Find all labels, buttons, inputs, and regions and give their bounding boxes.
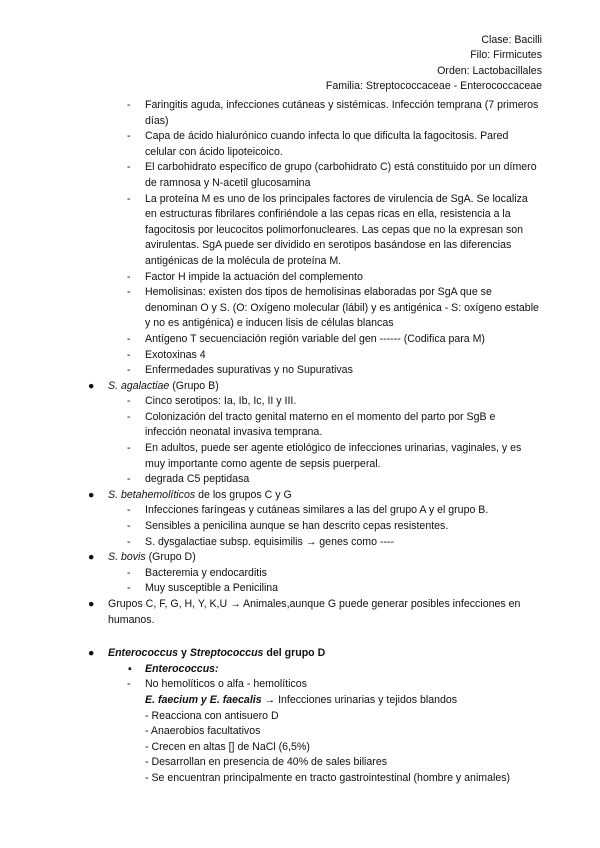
list-item-text: Muy susceptible a Penicilina [145,582,279,595]
list-item [0,519,600,535]
list-item [0,410,600,441]
list-item-text: - Se encuentran principalmente en tracto gastrointestinal (hombre y animales) [145,771,511,784]
dash-marker: - [127,192,131,205]
list-item [0,740,600,756]
list-item-text: Enfermedades supurativas y no Supurativas [145,364,353,377]
bullet-marker: ● [88,598,95,610]
grupos-text: Grupos C, F, G, H, Y, K,U → Animales,aunque G puede generar posibles infecciones en humanos. [108,598,521,626]
bovis-list [0,566,600,597]
list-item-text: Hemolisinas: existen dos tipos de hemolisinas elaboradas por SgA que se denominan O y S. (O: Oxígeno molecular (lábil) y es antigénica - S: oxígeno estable y no es antigénica) e inducen lisis de células blancas [145,286,539,330]
dash-marker: - [127,99,131,111]
species-agalactiae [0,379,600,395]
heading-connector: y [178,647,190,660]
list-item [0,581,600,597]
grupos-item [0,597,600,628]
list-item-text: Factor H impide la actuación del complemento [145,270,363,283]
species-betahemoliticos [0,488,600,504]
list-item [0,441,600,472]
header-familia: Familia: Streptococcaceae - Enterococcaceae [325,80,542,93]
list-item-text: Faringitis aguda, infecciones cutáneas y sistémicas. Infección temprana (7 primeros días) [145,99,539,127]
list-item-text: Cinco serotipos: Ia, Ib, Ic, II y III. [145,395,297,408]
bullet-marker: ● [88,488,95,501]
document-body [0,98,600,787]
dash-marker: - [127,473,131,486]
species-group: (Grupo B) [169,379,219,392]
dash-marker: - [127,410,131,423]
dash-marker: - [127,364,131,377]
dash-marker: - [127,504,131,517]
list-item-text: Bacteremia y endocarditis [145,566,267,579]
spacer [0,628,600,646]
heading-enterococcus: Enterococcus [108,647,179,660]
dash-marker: - [127,442,131,455]
list-item [0,724,600,740]
dash-marker: - [127,582,131,595]
subheading-text: Enterococcus: [145,662,219,675]
list-item-text: Antígeno T secuenciación región variable del gen ------ (Codifica para M) [145,332,485,345]
list-item [0,332,600,348]
dash-marker: - [127,566,131,579]
species-bovis [0,550,600,566]
bullet-marker: ● [88,551,95,564]
header-filo: Filo: Firmicutes [470,49,542,62]
list-item [0,771,600,787]
species-description: → Infecciones urinarias y tejidos blandos [261,693,458,706]
dash-marker: - [127,130,131,143]
list-item [0,98,600,129]
species-group: (Grupo D) [145,551,196,564]
list-item-text: - Crecen en altas [] de NaCl (6,5%) [145,740,310,753]
dash-marker: - [127,395,131,408]
list-item-text: - Anaerobios facultativos [145,725,261,738]
header-clase: Clase: Bacilli [481,34,542,46]
list-item [0,677,600,693]
species-group: de los grupos C y G [195,488,292,501]
list-item-text: Exotoxinas 4 [145,348,206,361]
heading-streptococcus: Streptococcus [189,647,264,660]
dash-marker: - [127,678,131,691]
subheading [0,662,600,678]
list-item [0,270,600,286]
dash-marker: - [127,270,131,283]
list-item [0,472,600,488]
bullet-marker: ● [88,647,95,660]
species-names: E. faecium y E. faecalis [145,693,262,706]
dash-marker: - [127,332,131,345]
section-heading [0,646,600,662]
list-item-text: Sensibles a penicilina aunque se han descrito cepas resistentes. [145,520,449,533]
list-item-text: Infecciones faríngeas y cutáneas similares a las del grupo A y el grupo B. [145,504,489,517]
list-item-text: El carbohidrato específico de grupo (carbohidrato C) está constituido por un dímero de ramnosa y N-acetil glucosamina [145,161,537,189]
list-item-text: Colonización del tracto genital materno en el momento del parto por SgB e infección neonatal invasiva temprana. [145,410,496,439]
list-item [0,160,600,191]
enterococcus-features [0,709,600,787]
header-orden: Orden: Lactobacillales [437,64,542,77]
list-item [0,503,600,519]
list-item-text: La proteína M es uno de los principales factores de virulencia de SgA. Se localiza en estructuras fibrilares confiriéndole a las cepas ricas en ella, resistencia a la fagocitosis por leucocitos polimorfonucleares. Las cepas que no la expresan son avirulentas. SgA puede ser dividido en serotipos basándose en las diferencias antigénicas de la molécula de proteína M. [145,192,528,267]
species-name: S. betahemolíticos [108,488,196,501]
document-header [326,33,542,95]
agalactiae-list [0,394,600,488]
heading-group: del grupo D [263,647,326,660]
list-item-text: - Desarrollan en presencia de 40% de sales biliares [145,756,388,769]
dash-marker: - [127,348,131,361]
list-item-text: degrada C5 peptidasa [145,473,250,486]
dash-marker: - [127,286,131,299]
dash-marker: - [127,161,131,174]
dash-marker: - [127,535,131,548]
list-item [0,129,600,160]
list-item [0,285,600,332]
list-item-text: S. dysgalactiae subsp. equisimilis → genes como ---- [145,535,395,548]
list-item [0,755,600,771]
list-item-text: - Reacciona con antisuero D [145,709,279,722]
species-name: S. agalactiae [108,379,170,392]
list-item-text: No hemolíticos o alfa - hemolíticos [145,678,307,691]
betahemoliticos-list [0,503,600,550]
dash-marker: - [127,520,131,533]
sga-list [0,98,600,379]
list-item [0,566,600,582]
list-item [0,363,600,379]
species-name: S. bovis [108,551,146,564]
list-item-text: En adultos, puede ser agente etiológico de infecciones urinarias, vaginales, y es muy importante como agente de sepsis puerperal. [145,442,522,470]
bullet-marker: ● [88,379,95,392]
square-marker: ▪ [128,662,132,675]
list-item-text: Capa de ácido hialurónico cuando infecta lo que dificulta la fagocitosis. Pared celular con ácido lipoteicoico. [145,130,509,158]
list-item [0,535,600,551]
species-line [0,693,600,709]
list-item [0,348,600,364]
list-item [0,192,600,270]
list-item [0,394,600,410]
list-item [0,709,600,725]
